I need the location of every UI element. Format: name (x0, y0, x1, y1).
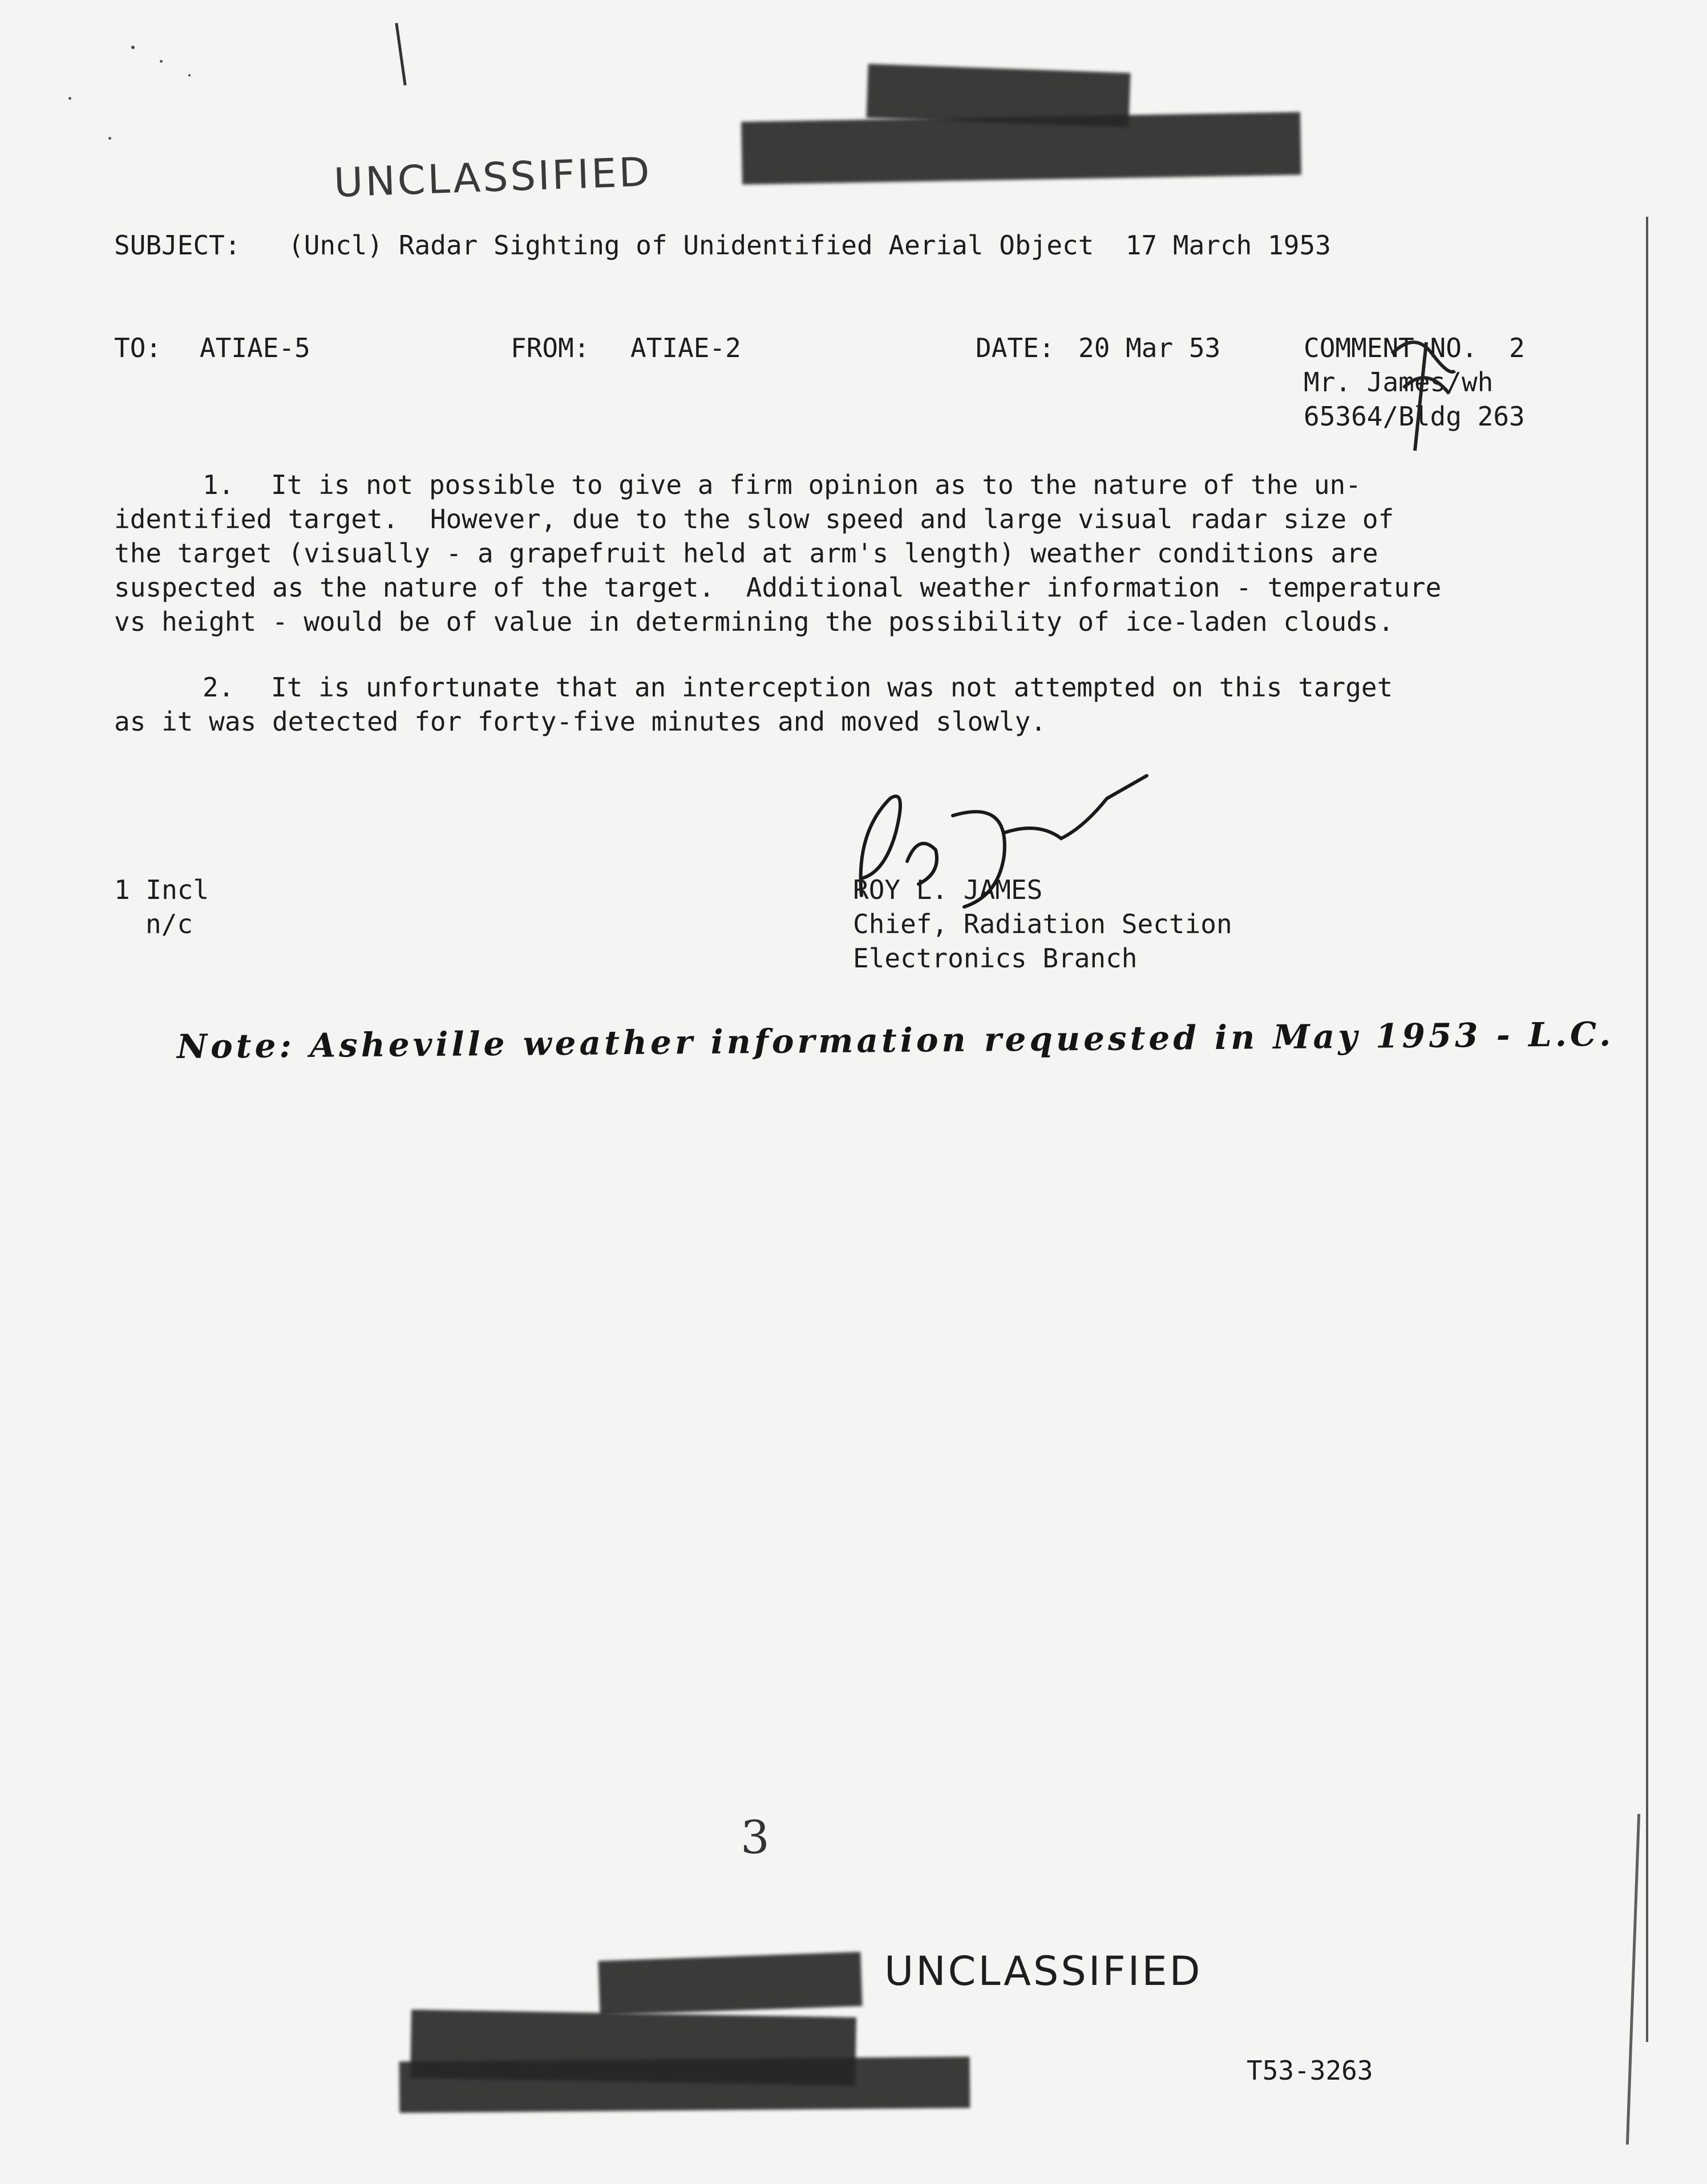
bottom-redaction-block-1 (598, 1952, 862, 2015)
comment-label: COMMENT NO. (1304, 333, 1478, 363)
page-number: 3 (741, 1811, 770, 1864)
phone-building-line: 65364/Bldg 263 (1304, 401, 1525, 432)
enclosure-line-1: 1 Incl (114, 874, 209, 905)
paragraph-1-line-2: identified target. However, due to the slow speed and large visual radar size of (114, 504, 1394, 534)
page-edge-line (1646, 217, 1648, 2042)
signer-title: Chief, Radiation Section (853, 909, 1232, 939)
comment-number: 2 (1509, 333, 1525, 363)
from-label: FROM: (511, 333, 590, 363)
classification-stamp-top: UNCLASSIFIED (333, 148, 653, 206)
classification-stamp-bottom: UNCLASSIFIED (884, 1948, 1203, 1995)
paragraph-2-line-2: as it was detected for forty-five minutes and moved slowly. (114, 706, 1046, 737)
date-value: 20 Mar 53 (1078, 333, 1221, 363)
paragraph-1-number: 1. (203, 469, 234, 500)
subject-label: SUBJECT: (114, 230, 241, 261)
paragraph-1-line-3: the target (visually - a grapefruit held at arm's length) weather conditions are (114, 538, 1378, 569)
paragraph-1-line-1: It is not possible to give a firm opinion as to the nature of the un- (271, 469, 1361, 500)
paragraph-2-number: 2. (203, 672, 234, 703)
to-label: TO: (114, 333, 162, 363)
page-edge-line-lower (1626, 1814, 1640, 2145)
paragraph-1-line-4: suspected as the nature of the target. Additional weather information - temperature (114, 572, 1442, 603)
subject-text: (Uncl) Radar Sighting of Unidentified Aerial Object 17 March 1953 (288, 230, 1331, 261)
signer-branch: Electronics Branch (853, 943, 1138, 974)
from-value: ATIAE-2 (630, 333, 741, 363)
author-line: Mr. James/wh (1304, 367, 1494, 398)
scan-speck-marks (46, 34, 285, 148)
initials-scribble (1369, 319, 1483, 456)
date-label: DATE: (976, 333, 1055, 363)
to-value: ATIAE-5 (200, 333, 310, 363)
document-number: T53-3263 (1247, 2055, 1373, 2086)
signer-name: ROY L. JAMES (853, 874, 1043, 905)
top-redaction-smudge (866, 64, 1130, 127)
handwritten-note: Note: Asheville weather information requested in May 1953 - L.C. (176, 1015, 1615, 1066)
bottom-redaction-block-3 (399, 2057, 970, 2113)
paragraph-2-line-1: It is unfortunate that an interception was not attempted on this target (271, 672, 1393, 703)
paragraph-1-line-5: vs height - would be of value in determining the possibility of ice-laden clouds. (114, 606, 1394, 637)
enclosure-line-2: n/c (145, 909, 193, 939)
